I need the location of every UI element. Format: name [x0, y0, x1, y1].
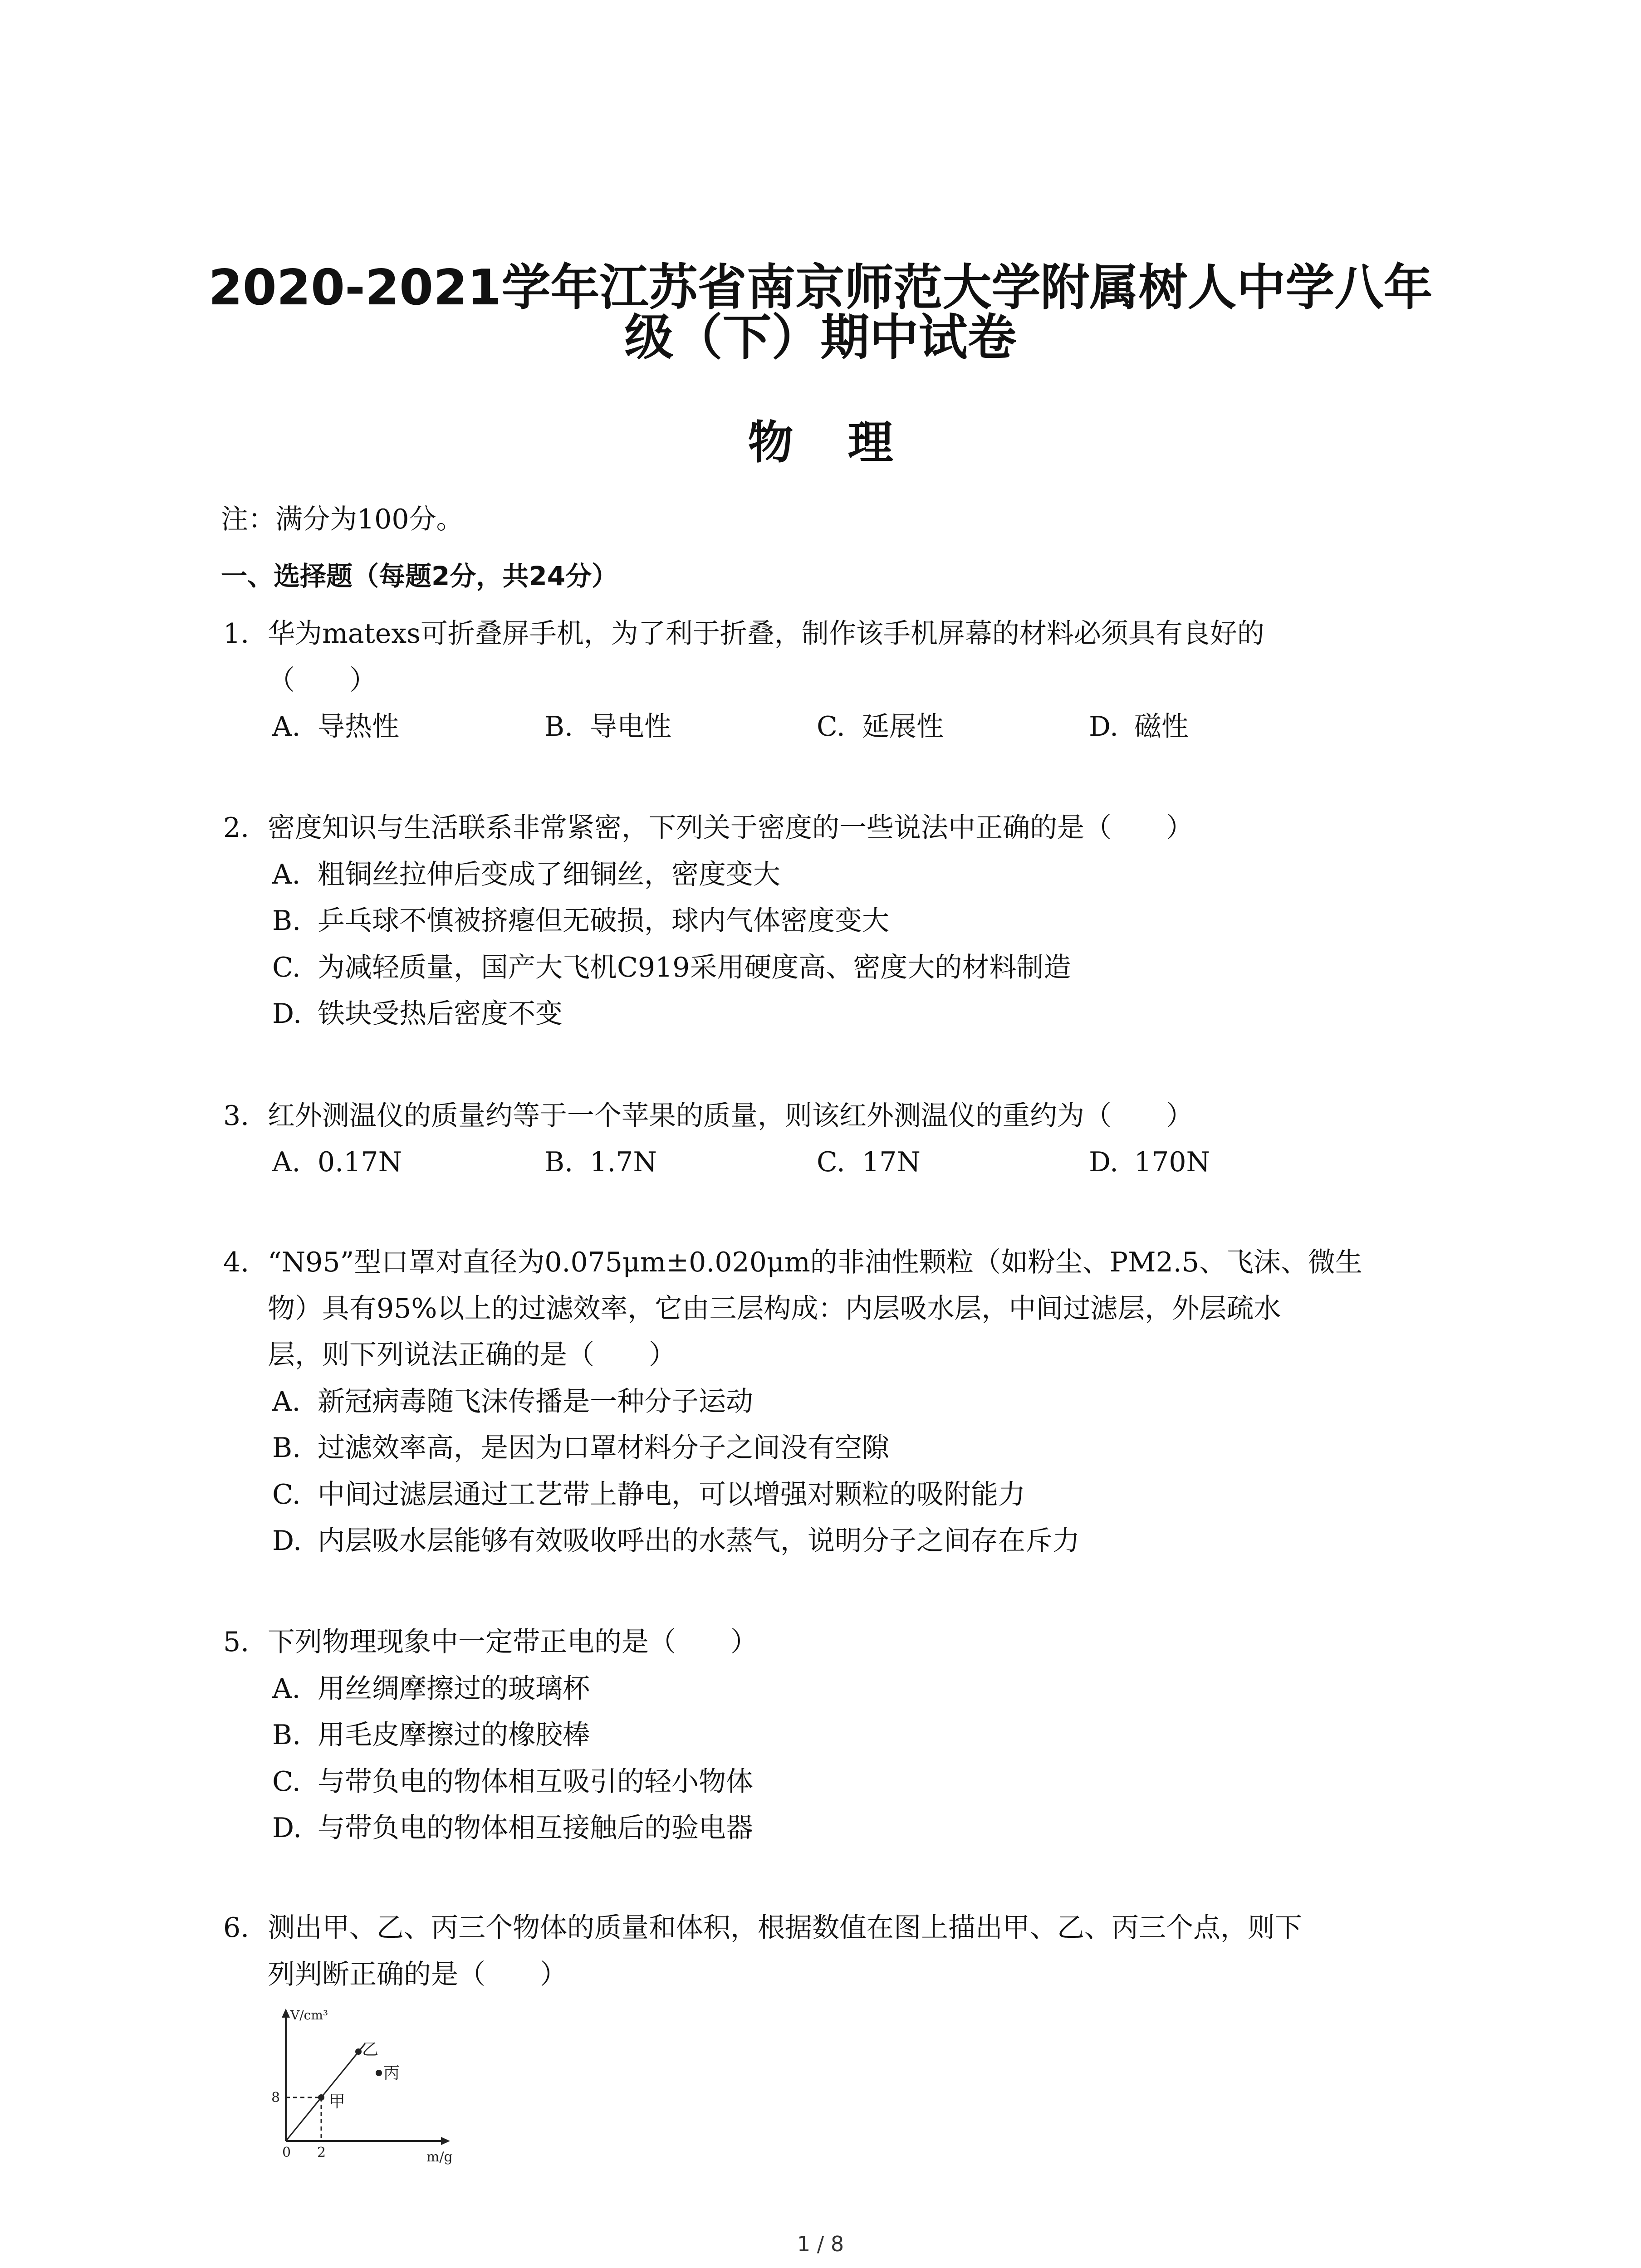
subject-heading: 物理	[748, 416, 948, 469]
option-b	[544, 711, 671, 743]
option-label: A.	[272, 859, 301, 890]
option-text: 与带负电的物体相互接触后的验电器	[318, 1812, 753, 1844]
option-c	[817, 711, 944, 743]
option-text: 导电性	[590, 711, 671, 743]
point-yi-label: 乙	[362, 2040, 379, 2059]
option-b	[272, 1432, 889, 1464]
option-d	[272, 1812, 753, 1844]
option-label: D.	[1089, 711, 1119, 743]
option-text: 170N	[1134, 1146, 1210, 1178]
question-text: 测出甲、乙、丙三个物体的质量和体积，根据数值在图上描出甲、乙、丙三个点，则下	[268, 1912, 1302, 1944]
x-tick-label: 2	[317, 2145, 326, 2160]
option-b	[272, 905, 889, 937]
x-axis-arrow	[441, 2137, 450, 2145]
y-axis-label: V/cm³	[290, 2008, 328, 2023]
option-text: 17N	[862, 1146, 921, 1178]
option-c	[272, 1766, 753, 1798]
section-heading: 一、选择题（每题2分，共24分）	[221, 561, 618, 591]
option-d	[272, 998, 563, 1030]
question-text: “N95”型口罩对直径为0.075μm±0.020μm的非油性颗粒（如粉尘、PM2.5、飞沫、微生	[268, 1246, 1363, 1278]
question-text: 列判断正确的是（ ）	[268, 1959, 567, 1990]
density-figure	[263, 2005, 481, 2168]
proportional-line	[286, 2043, 365, 2141]
option-label: D.	[272, 1812, 302, 1844]
option-label: D.	[1089, 1146, 1119, 1178]
question-text: 下列物理现象中一定带正电的是（ ）	[268, 1626, 758, 1658]
option-text: 1.7N	[590, 1146, 657, 1178]
option-label: C.	[817, 711, 845, 743]
option-label: A.	[272, 1673, 301, 1705]
exam-title-line1: 2020-2021学年江苏省南京师范大学附属树人中学八年	[208, 259, 1433, 316]
question-number: 2.	[223, 812, 250, 844]
option-c	[272, 952, 1071, 983]
origin-label: 0	[282, 2145, 291, 2160]
option-label: B.	[544, 1146, 573, 1178]
option-label: D.	[272, 1525, 302, 1557]
question-text: 红外测温仪的质量约等于一个苹果的质量，则该红外测温仪的重约为（ ）	[268, 1100, 1193, 1132]
option-text: 与带负电的物体相互吸引的轻小物体	[318, 1766, 753, 1798]
question-text: 物）具有95%以上的过滤效率，它由三层构成：内层吸水层，中间过滤层，外层疏水	[268, 1293, 1281, 1325]
option-a	[272, 1146, 402, 1178]
option-text: 过滤效率高，是因为口罩材料分子之间没有空隙	[318, 1432, 889, 1464]
question-number: 3.	[223, 1100, 250, 1132]
page-number: 1 / 8	[797, 2232, 844, 2256]
y-axis-arrow	[282, 2009, 290, 2018]
option-text: 用毛皮摩擦过的橡胶棒	[318, 1719, 590, 1751]
question-number: 6.	[223, 1912, 250, 1944]
option-d	[1089, 1146, 1210, 1178]
option-text: 磁性	[1134, 711, 1189, 743]
option-b	[544, 1146, 657, 1178]
option-d	[272, 1525, 1080, 1557]
point-yi	[355, 2048, 362, 2055]
option-text: 新冠病毒随飞沫传播是一种分子运动	[318, 1386, 753, 1418]
option-text: 导热性	[318, 711, 399, 743]
question-text: 密度知识与生活联系非常紧密，下列关于密度的一些说法中正确的是（ ）	[268, 812, 1193, 844]
option-label: B.	[544, 711, 573, 743]
option-a	[272, 859, 780, 890]
option-label: B.	[272, 1432, 301, 1464]
option-a	[272, 1386, 753, 1418]
option-text: 用丝绸摩擦过的玻璃杯	[318, 1673, 590, 1705]
option-label: C.	[272, 952, 301, 983]
option-text: 内层吸水层能够有效吸收呼出的水蒸气，说明分子之间存在斥力	[318, 1525, 1080, 1557]
option-label: A.	[272, 1146, 301, 1178]
option-text: 延展性	[862, 711, 944, 743]
question-text: 层，则下列说法正确的是（ ）	[268, 1339, 676, 1371]
option-c	[272, 1479, 1025, 1510]
option-label: A.	[272, 1386, 301, 1418]
option-c	[817, 1146, 921, 1178]
question-number: 4.	[223, 1246, 250, 1278]
x-axis-label: m/g	[426, 2149, 453, 2165]
option-d	[1089, 711, 1189, 743]
score-note: 注：满分为100分。	[221, 503, 464, 535]
option-a	[272, 1673, 590, 1705]
option-a	[272, 711, 399, 743]
option-label: C.	[272, 1479, 301, 1510]
option-b	[272, 1719, 590, 1751]
option-text: 铁块受热后密度不变	[318, 998, 563, 1030]
option-label: A.	[272, 711, 301, 743]
option-text: 粗铜丝拉伸后变成了细铜丝，密度变大	[318, 859, 780, 890]
option-text: 中间过滤层通过工艺带上静电，可以增强对颗粒的吸附能力	[318, 1479, 1025, 1510]
option-label: C.	[272, 1766, 301, 1798]
point-bing-label: 丙	[383, 2064, 400, 2082]
option-label: B.	[272, 905, 301, 937]
question-text: （ ）	[268, 665, 377, 696]
option-label: C.	[817, 1146, 845, 1178]
option-text: 0.17N	[318, 1146, 402, 1178]
y-tick-label: 8	[271, 2090, 280, 2106]
question-text: 华为matexs可折叠屏手机，为了利于折叠，制作该手机屏幕的材料必须具有良好的	[268, 618, 1264, 650]
point-jia-label: 甲	[329, 2092, 346, 2111]
question-number: 5.	[223, 1626, 250, 1658]
point-bing	[376, 2070, 382, 2076]
question-number: 1.	[223, 618, 250, 650]
option-text: 乒乓球不慎被挤瘪但无破损，球内气体密度变大	[318, 905, 889, 937]
option-text: 为减轻质量，国产大飞机C919采用硬度高、密度大的材料制造	[318, 952, 1071, 983]
exam-title-line2: 级（下）期中试卷	[624, 309, 1017, 366]
option-label: B.	[272, 1719, 301, 1751]
point-jia	[318, 2094, 324, 2101]
option-label: D.	[272, 998, 302, 1030]
